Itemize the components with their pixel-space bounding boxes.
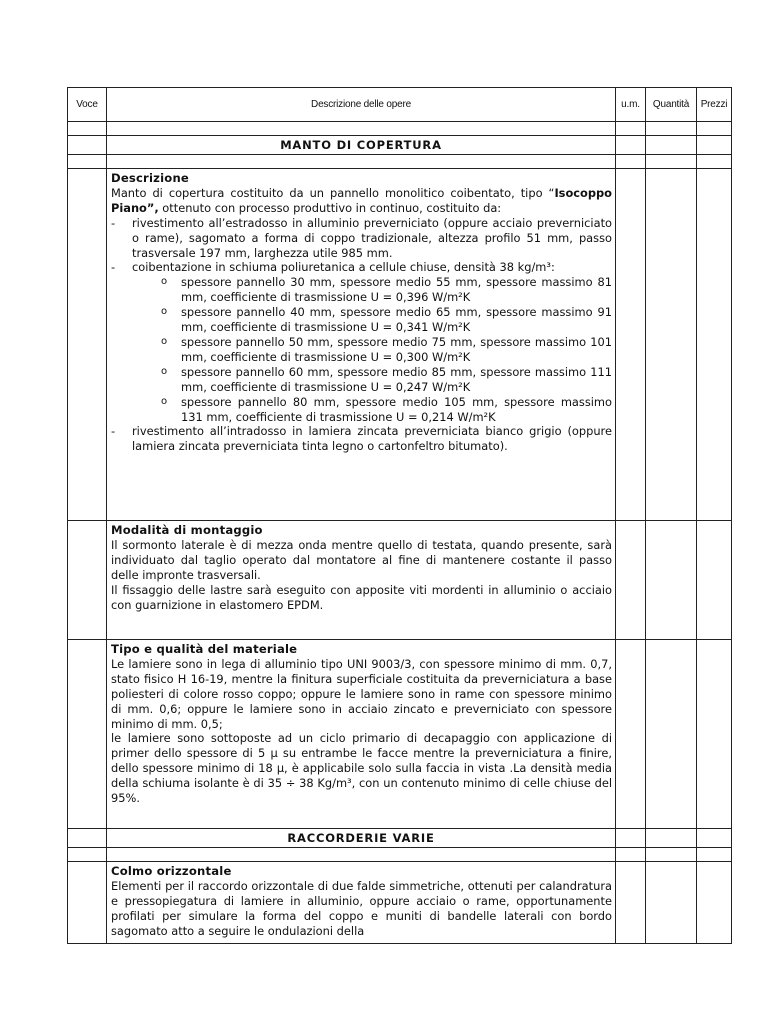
montaggio-heading: Modalità di montaggio: [111, 523, 263, 537]
section-row: [68, 829, 732, 848]
list-item: - rivestimento all’estradosso in alluminio preverniciato (oppure acciaio preverniciato o rame), sagomato a forma di coppo tradizionale, altezza profilo 51 mm, passo trasversale 197 mm, larghezza utile 985 mm.: [111, 215, 612, 260]
materiale-paragraph: le lamiere sono sottoposte ad un ciclo primario di decapaggio con applicazione di primer dello spessore di 5 µ su entrambe le facce mentre la preverniciatura a finire, dello spessore minimo di 18 µ, è applicabile solo sulla faccia in vista .La densità media della schiuma isolante è di 35 ÷ 38 Kg/m³, con un contenuto minimo di celle chiuse del 95%.: [111, 731, 612, 806]
header-voce: Voce: [68, 88, 107, 122]
header-um: u.m.: [616, 88, 646, 122]
item-row-colmo: [68, 862, 732, 944]
item-row-montaggio: [68, 521, 732, 640]
sub-list-item: o spessore pannello 60 mm, spessore medio 85 mm, spessore massimo 111 mm, coefficiente di trasmissione U = 0,247 W/m²K: [161, 364, 612, 394]
header-row: [68, 88, 732, 122]
section-title-raccorderie: RACCORDERIE VARIE: [107, 829, 616, 848]
sub-list-item: o spessore pannello 40 mm, spessore medio 65 mm, spessore massimo 91 mm, coefficiente di trasmissione U = 0,341 W/m²K: [161, 305, 612, 335]
header-descrizione: Descrizione delle opere: [107, 88, 616, 122]
montaggio-cell: [107, 521, 616, 640]
spacer-row: [68, 155, 732, 169]
header-prezzi: Prezzi: [697, 88, 732, 122]
descrizione-heading: Descrizione: [111, 171, 189, 185]
colmo-cell: [107, 862, 616, 944]
sub-list-item: o spessore pannello 50 mm, spessore medio 75 mm, spessore massimo 101 mm, coefficiente di trasmissione U = 0,300 W/m²K: [161, 334, 612, 364]
sub-list-item: o spessore pannello 80 mm, spessore medio 105 mm, spessore massimo 131 mm, coefficiente di trasmissione U = 0,214 W/m²K: [161, 394, 612, 424]
montaggio-paragraph: Il sormonto laterale è di mezza onda mentre quello di testata, quando presente, sarà individuato dal taglio operato dal montatore al fine di mantenere costante il passo delle impronte trasversali.: [111, 537, 612, 582]
materiale-cell: [107, 640, 616, 829]
sub-list-item: o spessore pannello 30 mm, spessore medio 55 mm, spessore massimo 81 mm, coefficiente di trasmissione U = 0,396 W/m²K: [161, 275, 612, 305]
header-quantita: Quantità: [646, 88, 697, 122]
colmo-paragraph: Elementi per il raccordo orizzontale di due falde simmetriche, ottenuti per calandratura e pressopiegatura di lamiere in alluminio, oppure acciaio o rame, opportunamente profilati per simulare la forma del coppo e muniti di bandelle laterali con bordo sagomato atto a seguire le ondulazioni della: [111, 878, 612, 938]
colmo-heading: Colmo orizzontale: [111, 864, 232, 878]
materiale-paragraph: Le lamiere sono in lega di alluminio tipo UNI 9003/3, con spessore minimo di mm. 0,7, stato fisico H 16-19, mentre la finitura superficiale costituita da preverniciatura a base poliesteri di colore rosso coppo; oppure le lamiere sono in rame con spessore minimo di mm. 0,6; oppure le lamiere sono in acciaio zincato e preverniciato con spessore minimo di mm. 0,5;: [111, 656, 612, 731]
item-row-descrizione: [68, 169, 732, 521]
materiale-heading: Tipo e qualità del materiale: [111, 642, 298, 656]
descrizione-cell: [107, 169, 616, 521]
montaggio-paragraph: Il fissaggio delle lastre sarà eseguito con apposite viti mordenti in alluminio o acciaio con guarnizione in elastomero EPDM.: [111, 582, 612, 612]
spacer-row: [68, 122, 732, 136]
item-row-materiale: [68, 640, 732, 829]
list-item: - rivestimento all’intradosso in lamiera zincata preverniciata bianco grigio (oppure lamiera zincata preverniciata tinta legno o cartonfeltro bitumato).: [111, 424, 612, 454]
spacer-row: [68, 848, 732, 862]
section-title-manto: MANTO DI COPERTURA: [107, 136, 616, 155]
descrizione-intro: Manto di copertura costituito da un pannello monolitico coibentato, tipo “Isocoppo Piano”, ottenuto con processo produttivo in continuo, costituito da:: [111, 185, 612, 215]
list-item: - coibentazione in schiuma poliuretanica a cellule chiuse, densità 38 kg/m³:: [111, 260, 555, 275]
bill-of-quantities-table: [67, 87, 732, 944]
section-row: [68, 136, 732, 155]
